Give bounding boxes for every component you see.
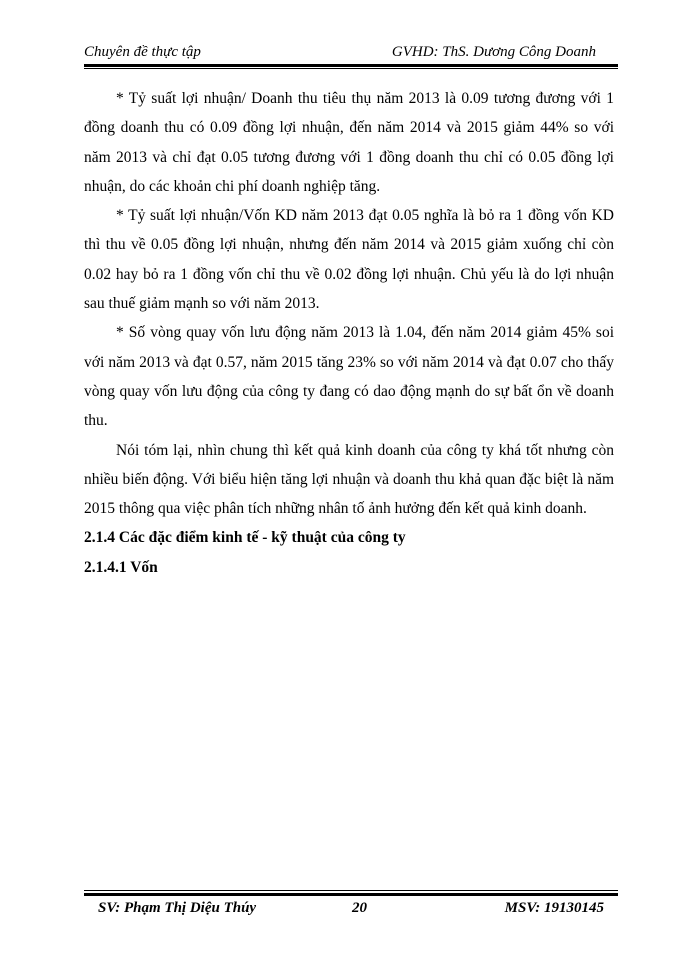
page-header <box>84 40 618 66</box>
paragraph-summary: Nói tóm lại, nhìn chung thì kết quả kinh doanh của công ty khá tốt nhưng còn nhiều biến động. Với biểu hiện tăng lợi nhuận và doanh thu khả quan đặc biệt là năm 2015 thông qua việc phân tích những nhân tố ảnh hưởng đến kết quả kinh doanh. <box>84 441 614 518</box>
page-footer <box>84 896 618 922</box>
header-course-title: Chuyên đề thực tập <box>84 44 201 60</box>
document-body <box>84 84 614 582</box>
footer-student-name: SV: Phạm Thị Diệu Thúy <box>98 900 257 916</box>
header-rule-thin <box>84 68 618 69</box>
paragraph-profit-capital: * Tỷ suất lợi nhuận/Vốn KD năm 2013 đạt 0.05 nghĩa là bỏ ra 1 đồng vốn KD thì thu về 0.05 đồng lợi nhuận, nhưng đến năm 2014 và 2015 giảm xuống chỉ còn 0.02 hay bỏ ra 1 đồng vốn chỉ thu về 0.02 đồng lợi nhuận. Chủ yếu là do lợi nhuận sau thuế giảm mạnh so với năm 2013. <box>84 207 614 313</box>
footer-rule-thin <box>84 890 618 891</box>
page-number: 20 <box>352 900 367 916</box>
paragraph-working-capital-turnover: * Số vòng quay vốn lưu động năm 2013 là 1.04, đến năm 2014 giảm 45% soi với năm 2013 và đạt 0.57, năm 2015 tăng 23% so với năm 2014 và đạt 0.07 cho thấy vòng quay vốn lưu động của công ty đang có dao động mạnh do sự bất ổn về doanh thu. <box>84 324 614 430</box>
header-rule-thick <box>84 64 618 67</box>
section-heading: 2.1.4 Các đặc điểm kinh tế - kỹ thuật của công ty <box>84 529 406 547</box>
footer-student-id: MSV: 19130145 <box>504 900 604 916</box>
header-advisor: GVHD: ThS. Dương Công Doanh <box>391 44 596 60</box>
paragraph-profit-revenue: * Tỷ suất lợi nhuận/ Doanh thu tiêu thụ năm 2013 là 0.09 tương đương với 1 đồng doanh thu có 0.09 đồng lợi nhuận, đến năm 2014 và 2015 giảm 44% so với năm 2013 và chỉ đạt 0.05 tương đương với 1 đồng doanh thu chỉ có 0.05 đồng lợi nhuận, do các khoản chi phí doanh nghiệp tăng. <box>84 90 614 195</box>
subsection-heading: 2.1.4.1 Vốn <box>84 558 158 576</box>
